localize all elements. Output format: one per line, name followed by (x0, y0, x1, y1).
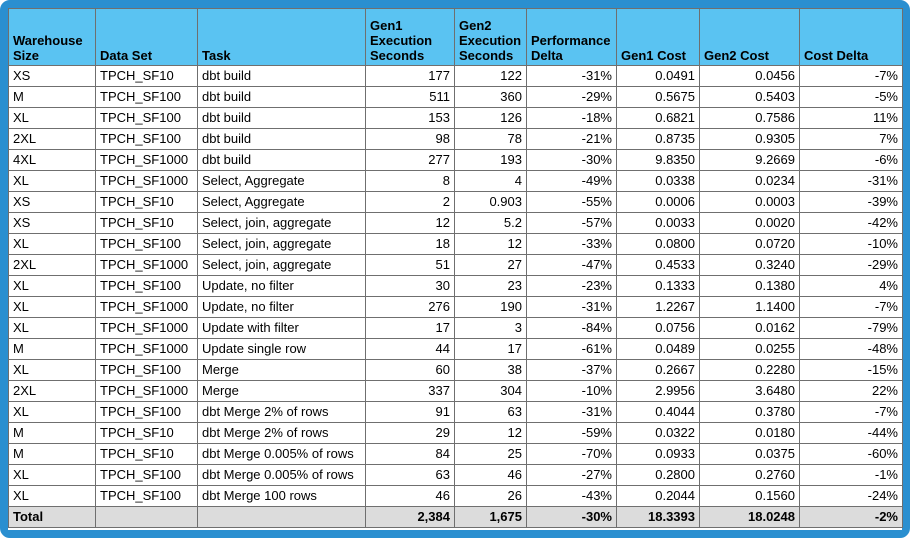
table-row (9, 150, 903, 171)
cell-cost-delta: -29% (800, 255, 903, 276)
cell-task: Update with filter (198, 318, 366, 339)
cell-gen2-execution-seconds: 63 (455, 402, 527, 423)
table-row (9, 402, 903, 423)
column-header-cost-delta: Cost Delta (800, 9, 903, 66)
cell-cost-delta: 11% (800, 108, 903, 129)
cell-task: Select, join, aggregate (198, 255, 366, 276)
cell-task: Merge (198, 360, 366, 381)
cell-gen2-execution-seconds: 17 (455, 339, 527, 360)
cell-performance-delta: -21% (527, 129, 617, 150)
cell-gen2-execution-seconds: 190 (455, 297, 527, 318)
cell-gen2-cost: 0.1380 (700, 276, 800, 297)
cell-performance-delta: -18% (527, 108, 617, 129)
cell-task: Select, Aggregate (198, 171, 366, 192)
cell-data-set: TPCH_SF1000 (96, 255, 198, 276)
cell-gen2-cost: 0.9305 (700, 129, 800, 150)
cell-gen1-cost: 2.9956 (617, 381, 700, 402)
cell-cost-delta: 4% (800, 276, 903, 297)
cell-warehouse-size: XS (9, 213, 96, 234)
column-header-task: Task (198, 9, 366, 66)
cell-gen2-execution-seconds: 3 (455, 318, 527, 339)
cell-warehouse-size: 4XL (9, 150, 96, 171)
cell-warehouse-size: M (9, 423, 96, 444)
cell-task: Update, no filter (198, 276, 366, 297)
total-cell-warehouse-size: Total (9, 507, 96, 528)
column-header-gen1-execution-seconds: Gen1 Execution Seconds (366, 9, 455, 66)
cell-gen1-cost: 9.8350 (617, 150, 700, 171)
cell-gen1-execution-seconds: 30 (366, 276, 455, 297)
cell-task: dbt Merge 2% of rows (198, 423, 366, 444)
cell-gen2-cost: 0.1560 (700, 486, 800, 507)
cell-performance-delta: -23% (527, 276, 617, 297)
cell-cost-delta: -44% (800, 423, 903, 444)
table-row (9, 486, 903, 507)
cell-cost-delta: 22% (800, 381, 903, 402)
cell-gen1-cost: 0.0489 (617, 339, 700, 360)
cell-task: dbt Merge 2% of rows (198, 402, 366, 423)
cell-data-set: TPCH_SF100 (96, 360, 198, 381)
cell-gen1-execution-seconds: 91 (366, 402, 455, 423)
cell-gen1-execution-seconds: 17 (366, 318, 455, 339)
cell-cost-delta: -6% (800, 150, 903, 171)
total-cell-gen2-cost: 18.0248 (700, 507, 800, 528)
cell-gen1-cost: 0.4533 (617, 255, 700, 276)
cell-gen2-execution-seconds: 46 (455, 465, 527, 486)
cell-performance-delta: -59% (527, 423, 617, 444)
cell-gen2-cost: 0.2280 (700, 360, 800, 381)
cell-task: dbt build (198, 66, 366, 87)
total-cell-performance-delta: -30% (527, 507, 617, 528)
cell-data-set: TPCH_SF100 (96, 129, 198, 150)
cell-warehouse-size: XL (9, 276, 96, 297)
cell-gen2-execution-seconds: 304 (455, 381, 527, 402)
cell-performance-delta: -31% (527, 297, 617, 318)
cell-warehouse-size: 2XL (9, 381, 96, 402)
cell-performance-delta: -43% (527, 486, 617, 507)
cell-gen1-execution-seconds: 511 (366, 87, 455, 108)
cell-gen1-cost: 0.8735 (617, 129, 700, 150)
cell-gen1-execution-seconds: 51 (366, 255, 455, 276)
total-cell-gen1-execution-seconds: 2,384 (366, 507, 455, 528)
cell-gen2-execution-seconds: 12 (455, 423, 527, 444)
table-row (9, 381, 903, 402)
cell-gen1-cost: 0.0800 (617, 234, 700, 255)
table-row (9, 129, 903, 150)
cell-warehouse-size: XS (9, 66, 96, 87)
cell-cost-delta: -60% (800, 444, 903, 465)
cell-gen1-execution-seconds: 63 (366, 465, 455, 486)
cell-gen2-cost: 0.0020 (700, 213, 800, 234)
cell-warehouse-size: XL (9, 234, 96, 255)
cell-gen2-execution-seconds: 25 (455, 444, 527, 465)
cell-task: Select, Aggregate (198, 192, 366, 213)
cell-cost-delta: -42% (800, 213, 903, 234)
table-row (9, 87, 903, 108)
cell-gen2-cost: 0.7586 (700, 108, 800, 129)
cell-cost-delta: 7% (800, 129, 903, 150)
column-header-performance-delta: Performance Delta (527, 9, 617, 66)
cell-gen1-execution-seconds: 12 (366, 213, 455, 234)
cell-gen2-cost: 0.0720 (700, 234, 800, 255)
cell-gen1-execution-seconds: 153 (366, 108, 455, 129)
table-row (9, 213, 903, 234)
cell-warehouse-size: XL (9, 360, 96, 381)
cell-gen2-execution-seconds: 360 (455, 87, 527, 108)
column-header-gen2-execution-seconds: Gen2 Execution Seconds (455, 9, 527, 66)
cell-warehouse-size: M (9, 444, 96, 465)
cell-performance-delta: -84% (527, 318, 617, 339)
cell-performance-delta: -70% (527, 444, 617, 465)
cell-task: dbt Merge 100 rows (198, 486, 366, 507)
table-row (9, 339, 903, 360)
total-cell-gen1-cost: 18.3393 (617, 507, 700, 528)
table-container (8, 8, 902, 530)
cell-gen2-execution-seconds: 27 (455, 255, 527, 276)
cell-gen1-execution-seconds: 84 (366, 444, 455, 465)
cell-gen1-cost: 0.5675 (617, 87, 700, 108)
table-row (9, 108, 903, 129)
cell-gen1-execution-seconds: 46 (366, 486, 455, 507)
cell-cost-delta: -39% (800, 192, 903, 213)
cell-gen2-cost: 9.2669 (700, 150, 800, 171)
cell-gen1-cost: 0.0933 (617, 444, 700, 465)
cell-gen2-cost: 0.0456 (700, 66, 800, 87)
cell-task: dbt Merge 0.005% of rows (198, 465, 366, 486)
table-row (9, 297, 903, 318)
column-header-data-set: Data Set (96, 9, 198, 66)
cell-data-set: TPCH_SF100 (96, 465, 198, 486)
cell-gen1-cost: 1.2267 (617, 297, 700, 318)
cell-performance-delta: -61% (527, 339, 617, 360)
cell-gen2-cost: 0.2760 (700, 465, 800, 486)
cell-warehouse-size: 2XL (9, 255, 96, 276)
cell-gen2-cost: 0.5403 (700, 87, 800, 108)
cell-cost-delta: -15% (800, 360, 903, 381)
cell-gen2-cost: 1.1400 (700, 297, 800, 318)
cell-gen2-cost: 0.0162 (700, 318, 800, 339)
cell-performance-delta: -10% (527, 381, 617, 402)
cell-data-set: TPCH_SF100 (96, 276, 198, 297)
cell-gen1-cost: 0.0491 (617, 66, 700, 87)
cell-gen1-execution-seconds: 60 (366, 360, 455, 381)
cell-performance-delta: -33% (527, 234, 617, 255)
cell-data-set: TPCH_SF1000 (96, 297, 198, 318)
cell-gen1-cost: 0.0756 (617, 318, 700, 339)
cell-data-set: TPCH_SF100 (96, 87, 198, 108)
table-row (9, 465, 903, 486)
cell-data-set: TPCH_SF1000 (96, 171, 198, 192)
cell-gen2-cost: 0.0234 (700, 171, 800, 192)
table-row (9, 234, 903, 255)
cell-gen1-cost: 0.4044 (617, 402, 700, 423)
cell-performance-delta: -31% (527, 66, 617, 87)
cell-warehouse-size: M (9, 339, 96, 360)
cell-performance-delta: -29% (527, 87, 617, 108)
cell-gen2-execution-seconds: 78 (455, 129, 527, 150)
cell-gen1-execution-seconds: 2 (366, 192, 455, 213)
cell-gen1-cost: 0.2800 (617, 465, 700, 486)
cell-performance-delta: -31% (527, 402, 617, 423)
cell-performance-delta: -27% (527, 465, 617, 486)
cell-data-set: TPCH_SF10 (96, 66, 198, 87)
cell-task: Merge (198, 381, 366, 402)
cell-performance-delta: -30% (527, 150, 617, 171)
cell-gen2-cost: 0.3240 (700, 255, 800, 276)
cell-task: dbt build (198, 129, 366, 150)
cell-performance-delta: -57% (527, 213, 617, 234)
table-row (9, 444, 903, 465)
cell-gen2-cost: 0.0003 (700, 192, 800, 213)
table-row (9, 318, 903, 339)
cell-gen1-cost: 0.2667 (617, 360, 700, 381)
cell-warehouse-size: XL (9, 486, 96, 507)
cell-task: Select, join, aggregate (198, 234, 366, 255)
cell-warehouse-size: XL (9, 171, 96, 192)
cell-gen2-cost: 0.3780 (700, 402, 800, 423)
cell-performance-delta: -37% (527, 360, 617, 381)
cell-data-set: TPCH_SF100 (96, 402, 198, 423)
total-cell-gen2-execution-seconds: 1,675 (455, 507, 527, 528)
table-header (9, 9, 903, 66)
cell-warehouse-size: 2XL (9, 129, 96, 150)
cell-warehouse-size: XL (9, 297, 96, 318)
cell-cost-delta: -7% (800, 297, 903, 318)
table-body (9, 66, 903, 528)
cell-warehouse-size: XL (9, 108, 96, 129)
cell-cost-delta: -24% (800, 486, 903, 507)
table-row (9, 423, 903, 444)
cell-data-set: TPCH_SF1000 (96, 381, 198, 402)
table-row (9, 171, 903, 192)
cell-data-set: TPCH_SF100 (96, 486, 198, 507)
cell-gen1-execution-seconds: 18 (366, 234, 455, 255)
table-row (9, 192, 903, 213)
cell-gen1-cost: 0.0006 (617, 192, 700, 213)
cell-data-set: TPCH_SF10 (96, 423, 198, 444)
cell-gen2-execution-seconds: 38 (455, 360, 527, 381)
cell-gen1-execution-seconds: 177 (366, 66, 455, 87)
total-cell-cost-delta: -2% (800, 507, 903, 528)
cell-gen1-cost: 0.6821 (617, 108, 700, 129)
cell-cost-delta: -79% (800, 318, 903, 339)
cell-cost-delta: -7% (800, 66, 903, 87)
column-header-gen1-cost: Gen1 Cost (617, 9, 700, 66)
cell-gen2-execution-seconds: 26 (455, 486, 527, 507)
cell-cost-delta: -31% (800, 171, 903, 192)
cell-gen1-execution-seconds: 29 (366, 423, 455, 444)
cell-gen2-execution-seconds: 4 (455, 171, 527, 192)
performance-comparison-table (8, 8, 903, 528)
cell-gen2-execution-seconds: 23 (455, 276, 527, 297)
cell-gen1-execution-seconds: 276 (366, 297, 455, 318)
cell-data-set: TPCH_SF10 (96, 213, 198, 234)
cell-warehouse-size: M (9, 87, 96, 108)
cell-gen1-cost: 0.1333 (617, 276, 700, 297)
cell-cost-delta: -5% (800, 87, 903, 108)
cell-warehouse-size: XS (9, 192, 96, 213)
cell-gen2-cost: 0.0375 (700, 444, 800, 465)
total-cell-data-set (96, 507, 198, 528)
cell-task: dbt build (198, 108, 366, 129)
cell-gen2-cost: 3.6480 (700, 381, 800, 402)
cell-data-set: TPCH_SF100 (96, 234, 198, 255)
cell-task: Select, join, aggregate (198, 213, 366, 234)
cell-gen2-execution-seconds: 193 (455, 150, 527, 171)
cell-data-set: TPCH_SF100 (96, 108, 198, 129)
cell-cost-delta: -7% (800, 402, 903, 423)
cell-cost-delta: -1% (800, 465, 903, 486)
cell-gen2-execution-seconds: 0.903 (455, 192, 527, 213)
cell-task: dbt build (198, 150, 366, 171)
cell-task: Update, no filter (198, 297, 366, 318)
cell-gen1-cost: 0.2044 (617, 486, 700, 507)
cell-warehouse-size: XL (9, 465, 96, 486)
column-header-gen2-cost: Gen2 Cost (700, 9, 800, 66)
cell-performance-delta: -47% (527, 255, 617, 276)
cell-warehouse-size: XL (9, 318, 96, 339)
cell-gen2-execution-seconds: 12 (455, 234, 527, 255)
table-row (9, 360, 903, 381)
cell-gen1-cost: 0.0338 (617, 171, 700, 192)
cell-gen2-execution-seconds: 126 (455, 108, 527, 129)
cell-gen2-cost: 0.0255 (700, 339, 800, 360)
cell-gen2-execution-seconds: 5.2 (455, 213, 527, 234)
cell-task: dbt build (198, 87, 366, 108)
total-cell-task (198, 507, 366, 528)
cell-gen1-execution-seconds: 8 (366, 171, 455, 192)
header-row (9, 9, 903, 66)
cell-gen1-execution-seconds: 98 (366, 129, 455, 150)
cell-data-set: TPCH_SF1000 (96, 339, 198, 360)
cell-data-set: TPCH_SF10 (96, 192, 198, 213)
cell-task: dbt Merge 0.005% of rows (198, 444, 366, 465)
column-header-warehouse-size: Warehouse Size (9, 9, 96, 66)
cell-task: Update single row (198, 339, 366, 360)
cell-data-set: TPCH_SF10 (96, 444, 198, 465)
cell-gen2-execution-seconds: 122 (455, 66, 527, 87)
cell-cost-delta: -48% (800, 339, 903, 360)
cell-gen1-cost: 0.0033 (617, 213, 700, 234)
cell-gen1-cost: 0.0322 (617, 423, 700, 444)
cell-gen1-execution-seconds: 337 (366, 381, 455, 402)
cell-performance-delta: -49% (527, 171, 617, 192)
cell-warehouse-size: XL (9, 402, 96, 423)
cell-performance-delta: -55% (527, 192, 617, 213)
total-row (9, 507, 903, 528)
table-row (9, 276, 903, 297)
cell-gen1-execution-seconds: 44 (366, 339, 455, 360)
cell-data-set: TPCH_SF1000 (96, 150, 198, 171)
cell-cost-delta: -10% (800, 234, 903, 255)
cell-data-set: TPCH_SF1000 (96, 318, 198, 339)
cell-gen1-execution-seconds: 277 (366, 150, 455, 171)
table-row (9, 255, 903, 276)
table-row (9, 66, 903, 87)
cell-gen2-cost: 0.0180 (700, 423, 800, 444)
